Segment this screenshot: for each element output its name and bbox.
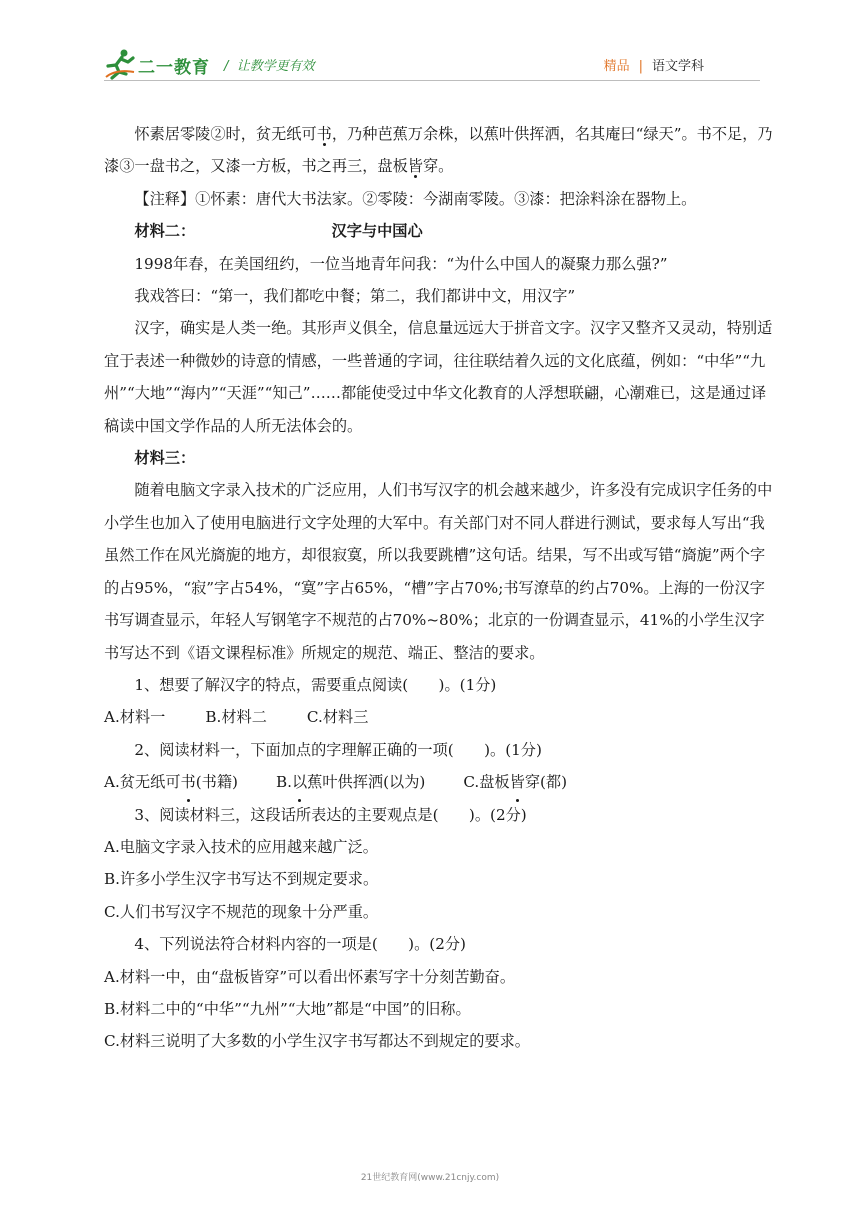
page-footer: 21世纪教育网(www.21cnjy.com) (360, 1173, 500, 1183)
logo (104, 48, 234, 80)
paragraph: 1998年春，在美国纽约，一位当地青年问我：“为什么中国人的凝聚力那么强?” (134, 254, 668, 273)
logo-text: 二一教育 (138, 58, 210, 78)
option-c: C.材料三说明了大多数的小学生汉字书写都达不到规定的要求。 (104, 1032, 530, 1051)
option-a: A.材料一 (104, 708, 166, 727)
emphasis-dot-char: 皆 (407, 157, 423, 176)
material2-title: 汉字与中国心 (331, 222, 423, 241)
option-a: A.材料一中，由“盘板皆穿”可以看出怀素写字十分刻苦勤奋。 (104, 967, 516, 986)
option-a: A.电脑文字录入技术的应用越来越广泛。 (104, 837, 378, 856)
header-slogan: / 让教学更有效 (224, 59, 315, 74)
material2-heading: 材料二： 汉字与中国心 (104, 215, 774, 247)
subject-label: 语文学科 (651, 59, 704, 74)
paragraph: 我戏答曰：“第一，我们都吃中餐；第二，我们都讲中文，用汉字” (134, 287, 576, 306)
quality-label: 精品 (603, 59, 630, 74)
emphasis-dot-char: 书 (316, 125, 332, 143)
option-c: C.材料三 (306, 708, 369, 727)
option-a: A.贫无纸可书(书籍) (104, 766, 238, 798)
page-header (0, 0, 860, 90)
option-b: B.以蕉叶供挥洒(以为) (276, 766, 425, 798)
question-1: 1、想要了解汉字的特点，需要重点阅读( )。(1分) (134, 675, 497, 694)
runner-logo-icon (104, 48, 138, 80)
question-2: 2、阅读材料一，下面加点的字理解正确的一项( )。(1分) (134, 740, 542, 759)
option-b: B.材料二中的“中华”“九州”“大地”都是“中国”的旧称。 (104, 999, 471, 1018)
question-4: 4、下列说法符合材料内容的一项是( )。(2分) (134, 935, 466, 954)
question-3: 3、阅读材料三，这段话所表达的主要观点是( )。(2分) (134, 805, 527, 824)
material3-heading: 材料三： (134, 449, 196, 468)
paragraph: 随着电脑文字录入技术的广泛应用，人们书写汉字的机会越来越少，许多没有完成识字任务的中小学生也加入了使用电脑进行文字处理的大军中。有关部门对不同人群进行测试，要求每人写出“我虽然工作在风光旖旎的地方，却很寂寞，所以我要跳槽”这句话。结果，写不出或写错“旖旎”两个字的占95%，“寂”字占54%，“寞”字占65%，“槽”字占70%;书写潦草的约占70%。上海的一份汉字书写调查显示，年轻人写钢笔字不规范的占70%~80%；北京的一份调查显示，41%的小学生汉字书写达不到《语文课程标准》所规定的规范、端正、整洁的要求。 (104, 481, 773, 662)
material1-text: 怀素居零陵②时，贫无纸可书，乃种芭蕉万余株，以蕉叶供挥洒，名其庵曰“绿天”。书不足，乃漆③一盘书之，又漆一方板，书之再三，盘板皆穿。 (104, 125, 773, 176)
option-b: B.许多小学生汉字书写达不到规定要求。 (104, 870, 379, 889)
question-2-options (104, 766, 774, 798)
material1-note: 【注释】①怀素：唐代大书法家。②零陵：今湖南零陵。③漆：把涂料涂在器物上。 (134, 189, 697, 208)
document-body (104, 118, 774, 1058)
question-1-options (104, 701, 774, 733)
header-right (604, 55, 704, 74)
paragraph: 汉字，确实是人类一绝。其形声义俱全，信息量远远大于拼音文字。汉字又整齐又灵动，特别适宜于表述一种微妙的诗意的情感，一些普通的字词，往往联结着久远的文化底蕴，例如：“中华”“九州”“大地”“海内”“天涯”“知己”……都能使受过中华文化教育的人浮想联翩，心潮难已，这是通过译稿读中国文学作品的人所无法体会的。 (104, 319, 773, 435)
header-rule (104, 80, 760, 81)
option-b: B.材料二 (205, 708, 267, 727)
option-c: C.人们书写汉字不规范的现象十分严重。 (104, 902, 379, 921)
option-c: C.盘板皆穿(都) (463, 766, 567, 798)
header-separator: | (638, 59, 643, 74)
